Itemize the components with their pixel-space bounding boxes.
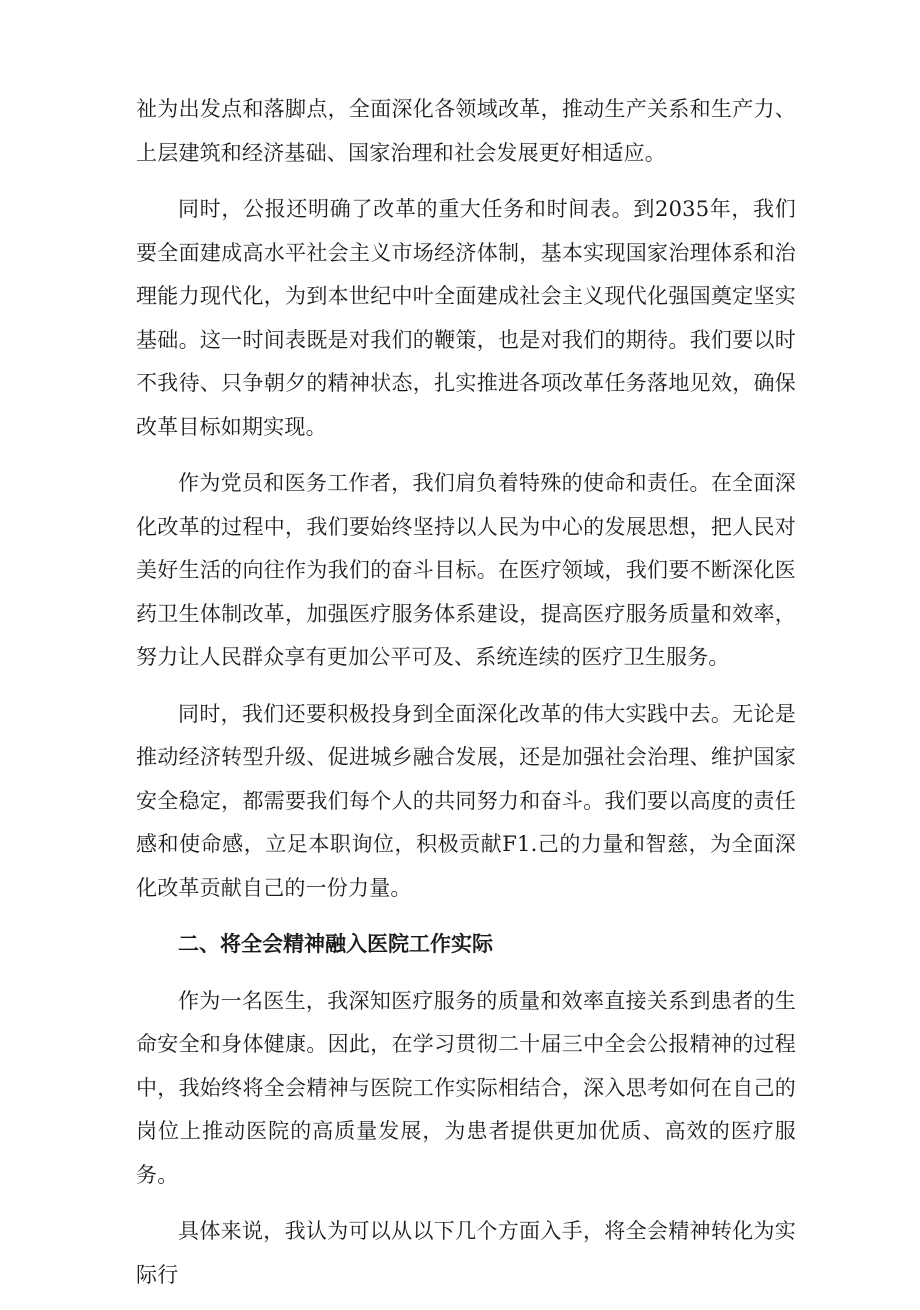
section-heading: 二、将全会精神融入医院工作实际 (178, 932, 493, 956)
paragraph-reform-timeline: 同时，公报还明确了改革的重大任务和时间表。到2035年，我们要全面建成高水平社会主义市场经济体制，基本实现国家治理体系和治理能力现代化，为到本世纪中叶全面建成社会主义现代化强国奠定坚实基础。这一时间表既是对我们的鞭策，也是对我们的期待。我们要以时不我待、只争朝夕的精神状态，扎实推进各项改革任务落地见效，确保改革目标如期实现。 (136, 197, 796, 439)
document-body (136, 88, 796, 1310)
paragraph-practice-reform: 同时，我们还要积极投身到全面深化改革的伟大实践中去。无论是推动经济转型升级、促进城乡融合发展，还是加强社会治理、维护国家安全稳定，都需要我们每个人的共同努力和奋斗。我们要以高度的责任感和使命感，立足本职询位，积极贡献F1.己的力量和智慈，为全面深化改革贡献自己的一份力量。 (136, 701, 796, 900)
paragraph-continuation: 祉为出发点和落脚点，全面深化各领域改革，推动生产关系和生产力、上层建筑和经济基础、国家治理和社会发展更好相适应。 (136, 97, 796, 165)
paragraph-medical-workers-mission: 作为党员和医务工作者，我们肩负着特殊的使命和责任。在全面深化改革的过程中，我们要始终坚持以人民为中心的发展思想，把人民对美好生活的向往作为我们的奋斗目标。在医疗领域，我们要不断深化医药卫生体制改革，加强医疗服务体系建设，提高医疗服务质量和效率，努力让人民群众享有更加公平可及、系统连续的医疗卫生服务。 (136, 471, 796, 669)
paragraph-doctor-role: 作为一名医生，我深知医疗服务的质量和效率直接关系到患者的生命安全和身体健康。因此，在学习贯彻二十届三中全会公报精神的过程中，我始终将全会精神与医院工作实际相结合，深入思考如何在自己的岗位上推动医院的高质量发展，为患者提供更加优质、高效的医疗服务。 (136, 988, 796, 1187)
paragraph-specific-aspects: 具体来说，我认为可以从以下几个方面入手，将全会精神转化为实际行 (136, 1219, 796, 1287)
